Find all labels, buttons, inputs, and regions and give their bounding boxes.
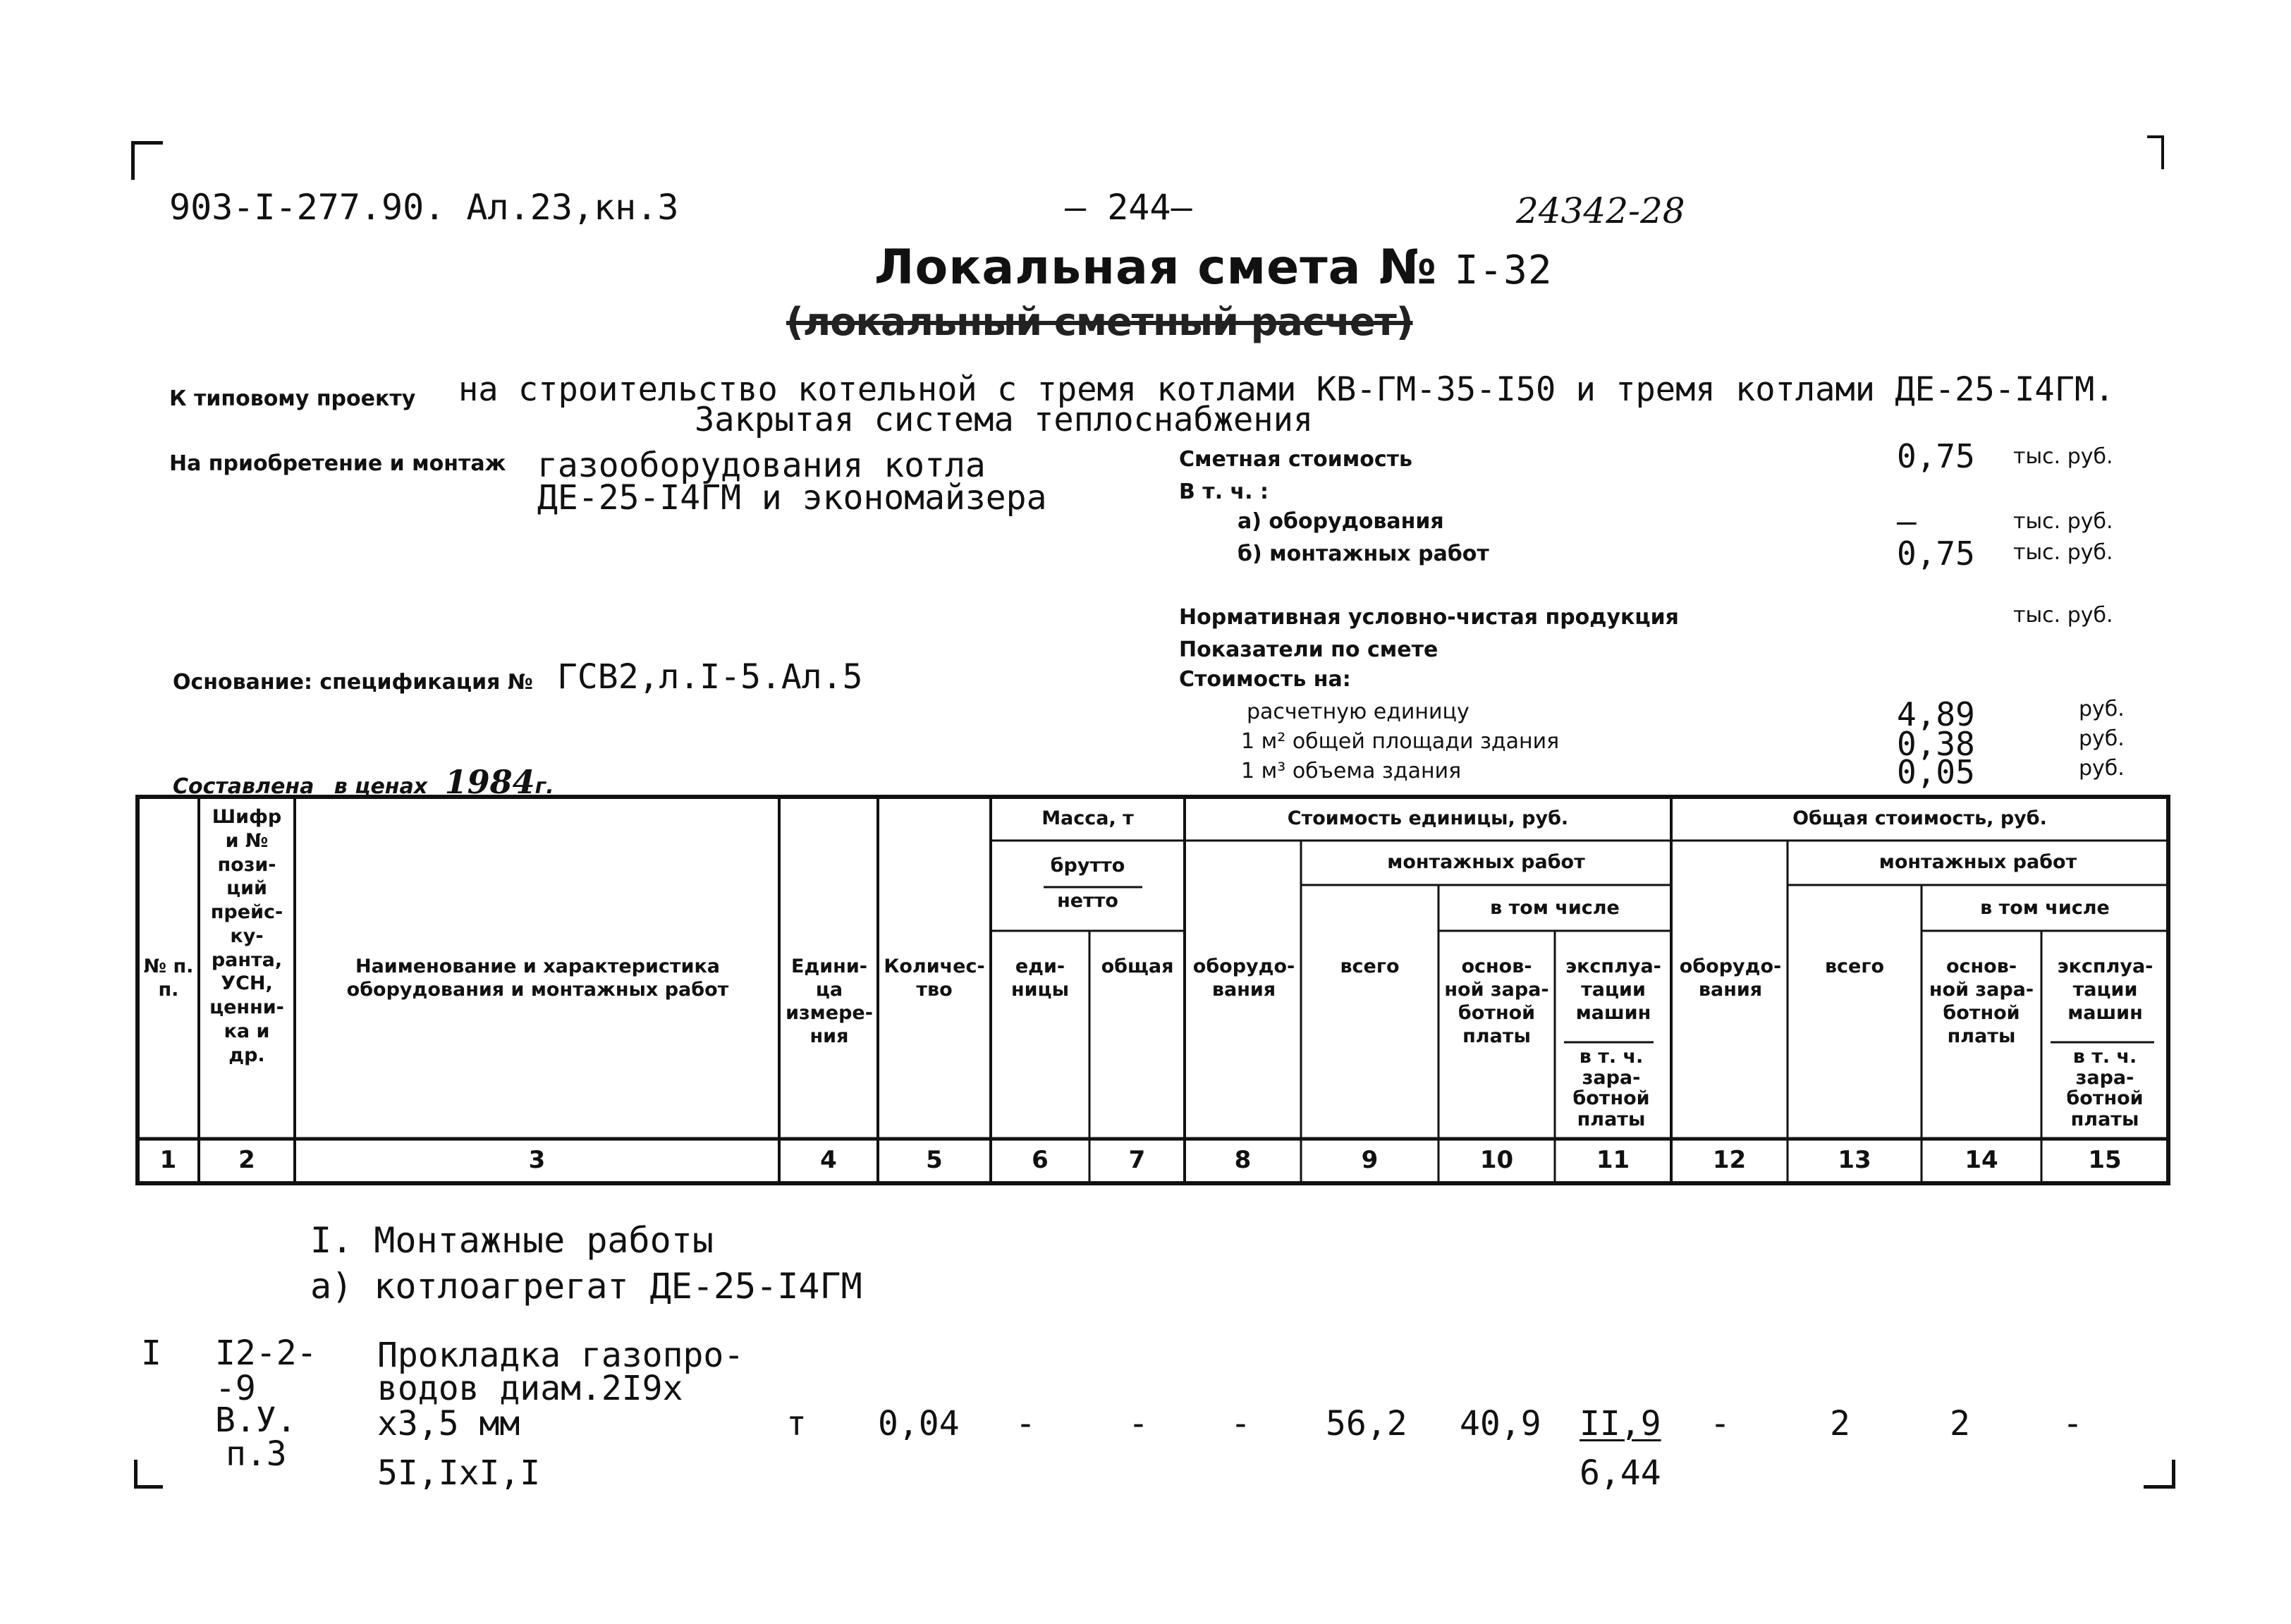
col-number-7: 7	[1128, 1146, 1146, 1174]
compiled-suffix: г.	[534, 774, 554, 799]
col-number-12: 12	[1712, 1146, 1747, 1174]
basis-value: ГСВ2,л.I-5.Ал.5	[557, 657, 863, 697]
header-brutto: брутто	[1050, 855, 1125, 877]
estimated-cost-unit: тыс. руб.	[2013, 444, 2113, 469]
row-total-base-pay: 2	[1950, 1404, 1970, 1443]
estimated-cost-value: 0,75	[1897, 437, 1975, 475]
row-unit-base-pay: 40,9	[1460, 1404, 1541, 1443]
purpose-line-1: газооборудования котла	[537, 446, 986, 485]
equipment-unit: тыс. руб.	[2013, 509, 2113, 534]
col-number-10: 10	[1479, 1146, 1514, 1174]
compiled-label: Составлена	[173, 774, 314, 799]
equipment-label: а) оборудования	[1238, 509, 1444, 534]
col-number-13: 13	[1838, 1146, 1871, 1174]
per-unit-unit: руб.	[2079, 697, 2125, 721]
section-heading-1: I. Монтажные работы	[310, 1220, 714, 1261]
row-code-3: В.У.	[215, 1400, 297, 1440]
col-number-15: 15	[2088, 1146, 2122, 1174]
estimated-cost-label: Сметная стоимость	[1179, 447, 1413, 472]
corner-mark-bottom-left	[134, 1460, 163, 1489]
col-number-4: 4	[820, 1146, 837, 1174]
title-number: I-32	[1454, 248, 1553, 293]
per-unit-value: 4,89	[1897, 695, 1975, 733]
row-code-2: -9	[215, 1369, 256, 1408]
row-code-4: п.3	[226, 1434, 287, 1474]
per-unit-label: расчетную единицу	[1247, 700, 1470, 724]
section-heading-1a: а) котлоагрегат ДЕ-25-I4ГМ	[310, 1266, 862, 1307]
compiled-year: 1984	[444, 763, 535, 801]
project-label: К типовому проекту	[169, 386, 416, 411]
header-col7: общая	[1101, 956, 1174, 977]
header-col15: эксплуа- тации машин	[2057, 956, 2153, 1024]
row-unit-machines: II,9	[1580, 1404, 1661, 1443]
compiled-mid: в ценах	[334, 774, 428, 799]
header-col-qty: Количес- тво	[884, 956, 985, 1001]
header-col-name: Наименование и характеристика оборудования и монтажных работ	[346, 956, 729, 1001]
row-number: I	[141, 1333, 161, 1373]
normative-unit: тыс. руб.	[2013, 603, 2113, 628]
header-col12: оборудо- вания	[1679, 956, 1782, 1001]
header-unit-install: монтажных работ	[1387, 851, 1585, 873]
header-col6: еди- ницы	[1010, 956, 1069, 1001]
corner-mark-top-right-tick	[2147, 135, 2163, 139]
col-number-1: 1	[159, 1146, 177, 1174]
title-text: Локальная смета №	[874, 240, 1438, 295]
row-name-1: Прокладка газопро-	[377, 1336, 745, 1375]
col-number-6: 6	[1032, 1146, 1049, 1174]
header-col-num: № п. п.	[143, 956, 194, 1001]
install-value: 0,75	[1897, 535, 1975, 573]
row-unit-machines-pay: 6,44	[1580, 1453, 1661, 1493]
per-area-value: 0,38	[1897, 725, 1975, 763]
corner-mark-top-left	[131, 141, 163, 180]
incl-label: В т. ч. :	[1179, 480, 1269, 504]
header-col15-sub: в т. ч. зара- ботной платы	[2066, 1046, 2144, 1131]
row-name-4: 5I,IхI,I	[377, 1453, 541, 1493]
cost-on-label: Стоимость на:	[1179, 667, 1351, 692]
handwritten-number: 24342-28	[1516, 190, 1685, 231]
project-line-1: на строительство котельной с тремя котлами КВ-ГМ-35-I50 и тремя котлами ДЕ-25-I4ГМ.	[458, 370, 2115, 409]
header-mass: Масса, т	[1041, 807, 1134, 829]
header-unit-cost: Стоимость единицы, руб.	[1287, 807, 1569, 829]
header-col10: основ- ной зара- ботной платы	[1444, 956, 1549, 1047]
basis-label: Основание: спецификация №	[173, 670, 533, 695]
document-code: 903-I-277.90. Ал.23,кн.3	[169, 187, 679, 228]
header-total-incl: в том числе	[1980, 897, 2110, 919]
purpose-label: На приобретение и монтаж	[169, 451, 506, 476]
row-mass-total: -	[1128, 1404, 1149, 1443]
col-number-5: 5	[926, 1146, 943, 1174]
header-col8: оборудо- вания	[1192, 956, 1295, 1001]
corner-mark-bottom-right	[2144, 1460, 2175, 1489]
per-area-unit: руб.	[2079, 726, 2125, 751]
per-volume-unit: руб.	[2079, 756, 2125, 781]
header-total-cost: Общая стоимость, руб.	[1792, 807, 2047, 829]
row-name-3: х3,5 мм	[377, 1404, 520, 1443]
row-unit: т	[786, 1404, 807, 1443]
col-number-14: 14	[1965, 1146, 1998, 1174]
indicators-label: Показатели по смете	[1179, 637, 1438, 662]
equipment-value: —	[1897, 502, 1917, 540]
col-number-11: 11	[1596, 1146, 1630, 1174]
purpose-line-2: ДЕ-25-I4ГМ и экономайзера	[537, 478, 1047, 518]
header-col-unit: Едини- ца измере- ния	[786, 956, 873, 1047]
page-number: — 244—	[1065, 187, 1192, 228]
per-volume-label: 1 м³ объема здания	[1241, 759, 1462, 783]
struck-subtitle: (локальный сметный расчет)	[786, 300, 1413, 344]
header-col13: всего	[1824, 956, 1885, 977]
corner-mark-top-right	[2161, 135, 2165, 169]
header-col9: всего	[1340, 956, 1400, 977]
project-line-2: Закрытая система теплоснабжения	[695, 401, 1314, 439]
per-area-label: 1 м² общей площади здания	[1241, 729, 1560, 754]
row-mass-unit: -	[1015, 1404, 1036, 1443]
header-netto: нетто	[1057, 890, 1118, 912]
header-col-code: Шифр и № пози- ций прейс- ку- ранта, УСН, ценни- ка и др.	[209, 806, 284, 1066]
page-title	[874, 240, 1553, 295]
row-code-1: I2-2-	[215, 1333, 317, 1373]
install-unit: тыс. руб.	[2013, 540, 2113, 565]
row-qty: 0,04	[878, 1404, 960, 1443]
col-number-8: 8	[1234, 1146, 1252, 1174]
col-number-2: 2	[238, 1146, 255, 1174]
row-unit-equipment: -	[1230, 1404, 1251, 1443]
compiled-line	[173, 763, 554, 801]
header-unit-incl: в том числе	[1490, 897, 1620, 919]
row-total-install: 2	[1830, 1404, 1850, 1443]
row-unit-install-total: 56,2	[1326, 1404, 1407, 1443]
header-col11-sub: в т. ч. зара- ботной платы	[1572, 1046, 1650, 1131]
row-name-2: водов диам.2I9х	[377, 1369, 683, 1408]
col-number-3: 3	[528, 1146, 546, 1174]
per-volume-value: 0,05	[1897, 753, 1975, 791]
normative-label: Нормативная условно-чистая продукция	[1179, 605, 1679, 630]
col-number-9: 9	[1361, 1146, 1379, 1174]
row-total-machines: -	[2063, 1404, 2083, 1443]
row-total-equipment: -	[1710, 1404, 1730, 1443]
header-col14: основ- ной зара- ботной платы	[1929, 956, 2034, 1047]
header-col11: эксплуа- тации машин	[1565, 956, 1661, 1024]
header-total-install: монтажных работ	[1878, 851, 2077, 873]
install-label: б) монтажных работ	[1238, 542, 1489, 566]
